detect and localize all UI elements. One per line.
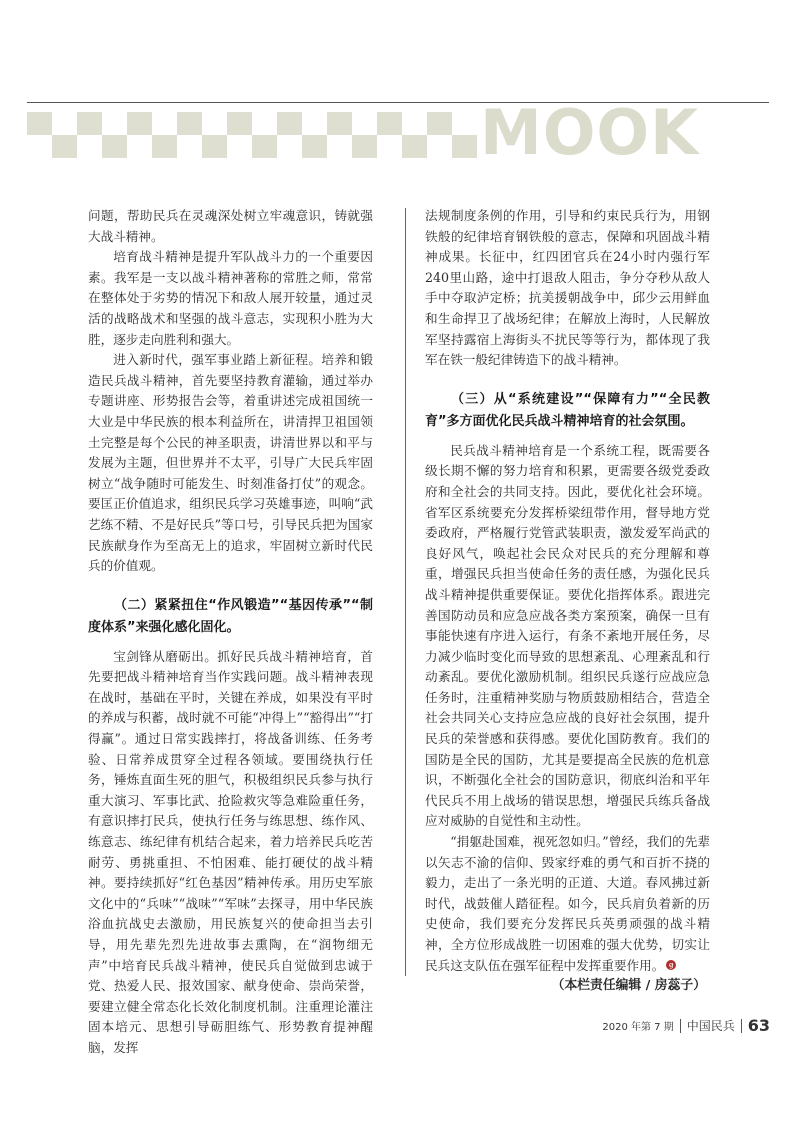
section-heading: （二）紧紧扭住“作风锻造”“基因传承”“制度体系”来强化感化固化。 — [88, 597, 373, 635]
page-number: 63 — [747, 1016, 770, 1035]
mook-logo: MOOK — [480, 96, 700, 169]
section-banner — [27, 96, 769, 169]
magazine-name: 中国民兵 — [686, 1019, 735, 1033]
checker-pattern — [27, 112, 477, 158]
paragraph: 进入新时代，强军事业踏上新征程。培养和锻造民兵战斗精神，首先要坚持教育灌输，通过举办专题讲座、形势报告会等，着重讲述完成祖国统一大业是中华民族的根本利益所在，讲清捍卫祖国领土完整是每个公民的神圣职责，讲清世界以和平与发展为主题，但世界并不太平，引导广大民兵牢固树立“战争随时可能发生、时刻准备打仗”的观念。要匡正价值追求，组织民兵学习英雄事迹，叫响“武艺练不精、不是好民兵”等口号，引导民兵把为国家民族献身作为至高无上的追求，牢固树立新时代民兵的价值观。 — [88, 352, 373, 574]
page-footer — [520, 1015, 770, 1037]
paragraph: 问题，帮助民兵在灵魂深处树立牢魂意识，铸就强大战斗精神。 — [88, 208, 373, 244]
paragraph: 宝剑锋从磨砺出。抓好民兵战斗精神培育，首先要把战斗精神培育当作实践问题。战斗精神表现在战时，基础在平时，关键在养成，如果没有平时的养成与积蓄，战时就不可能“冲得上”“豁得出”“打得赢”。通过日常实践摔打，将战备训练、任务考验、日常养成贯穿全过程各领域。要围绕执行任务，锤炼直面生死的胆气，积极组织民兵参与执行重大演习、军事比武、抢险救灾等急难险重任务，有意识摔打民兵，使执行任务与练思想、练作风、练意志、练纪律有机结合起来，着力培养民兵吃苦耐劳、勇挑重担、不怕困难、能打硬仗的战斗精神。要持续抓好“红色基因”精神传承。用历史军旅文化中的“兵味”“战味”“军味”去探寻，用中华民族浴血抗战史去激励，用民族复兴的使命担当去引导，用先辈先烈先进故事去熏陶，在“润物细无声”中培育民兵战斗精神，使民兵自觉做到忠诚于党、热爱人民、报效国家、献身使命、崇尚荣誉，要建立健全常态化长效化制度机制。注重理论灌注固本培元、思想引导砺胆练气、形势教育提神醒脑，发挥 — [88, 648, 373, 1055]
left-column — [88, 206, 373, 1059]
section-heading: （三）从“系统建设”“保障有力”“全民教育”多方面优化民兵战斗精神培育的社会氛围。 — [425, 391, 710, 429]
column-divider — [405, 208, 406, 976]
paragraph: 民兵战斗精神培育是一个系统工程，既需要各级长期不懈的努力培育和积累，更需要各级党委政府和全社会的共同支持。因此，要优化社会环境。省军区系统要充分发挥桥梁纽带作用，督导地方党委政府，严格履行党管武装职责，激发爱军尚武的良好风气，唤起社会民众对民兵的充分理解和尊重，增强民兵担当使命任务的责任感，为强化民兵战斗精神提供重要保证。要优化指挥体系。跟进完善国防动员和应急应战各类方案预案，确保一旦有事能快速有序进入运行，有条不紊地开展任务，尽力减少临时变化而导致的思想紊乱、心理紊乱和行动紊乱。要优化激励机制。组织民兵遂行应战应急任务时，注重精神奖励与物质鼓励相结合，营造全社会共同关心支持应急应战的良好社会氛围，提升民兵的荣誉感和获得感。要优化国防教育。我们的国防是全民的国防，尤其是要提高全民族的危机意识，不断强化全社会的国防意识，彻底纠治和平年代民兵不用上战场的错误思想，增强民兵练兵备战应对威胁的自觉性和主动性。 — [425, 442, 710, 829]
right-column — [425, 206, 710, 997]
paragraph: 法规制度条例的作用，引导和约束民兵行为，用钢铁般的纪律培育钢铁般的意志，保障和巩固战斗精神成果。长征中，红四团官兵在24小时内强行军240里山路，途中打退敌人阻击，争分夺秒从敌人手中夺取泸定桥；抗美援朝战争中，邱少云用鲜血和生命捍卫了战场纪律；在解放上海时，人民解放军坚持露宿上海街头不扰民等等行为，都体现了我军在铁一般纪律铸造下的战斗精神。 — [425, 208, 710, 368]
footer-separator — [741, 1019, 742, 1033]
footer-separator — [680, 1019, 681, 1033]
end-mark-icon: ꞡ — [666, 960, 676, 970]
editor-credit: （本栏责任编辑 / 房蕊子） — [551, 978, 706, 994]
closing-text: “捐躯赴国难，视死忽如归。”曾经，我们的先辈以矢志不渝的信仰、毁家纾难的勇气和百折不挠的毅力，走出了一条光明的正道、大道。春风拂过新时代，战鼓催人踏征程。如今，民兵肩负着新的历史使命，我们要充分发挥民兵英勇顽强的战斗精神，全方位形成战胜一切困难的强大优势，切实让民兵这支队伍在强军征程中发挥重要作用。 — [425, 834, 710, 973]
paragraph: 培育战斗精神是提升军队战斗力的一个重要因素。我军是一支以战斗精神著称的常胜之师，常常在整体处于劣势的情况下和敌人展开较量，通过灵活的战略战术和坚强的战斗意志，实现积小胜为大胜，逐步走向胜利和强大。 — [88, 249, 373, 347]
issue-label: 2020 年第 7 期 — [602, 1022, 674, 1033]
paragraph — [425, 832, 710, 976]
